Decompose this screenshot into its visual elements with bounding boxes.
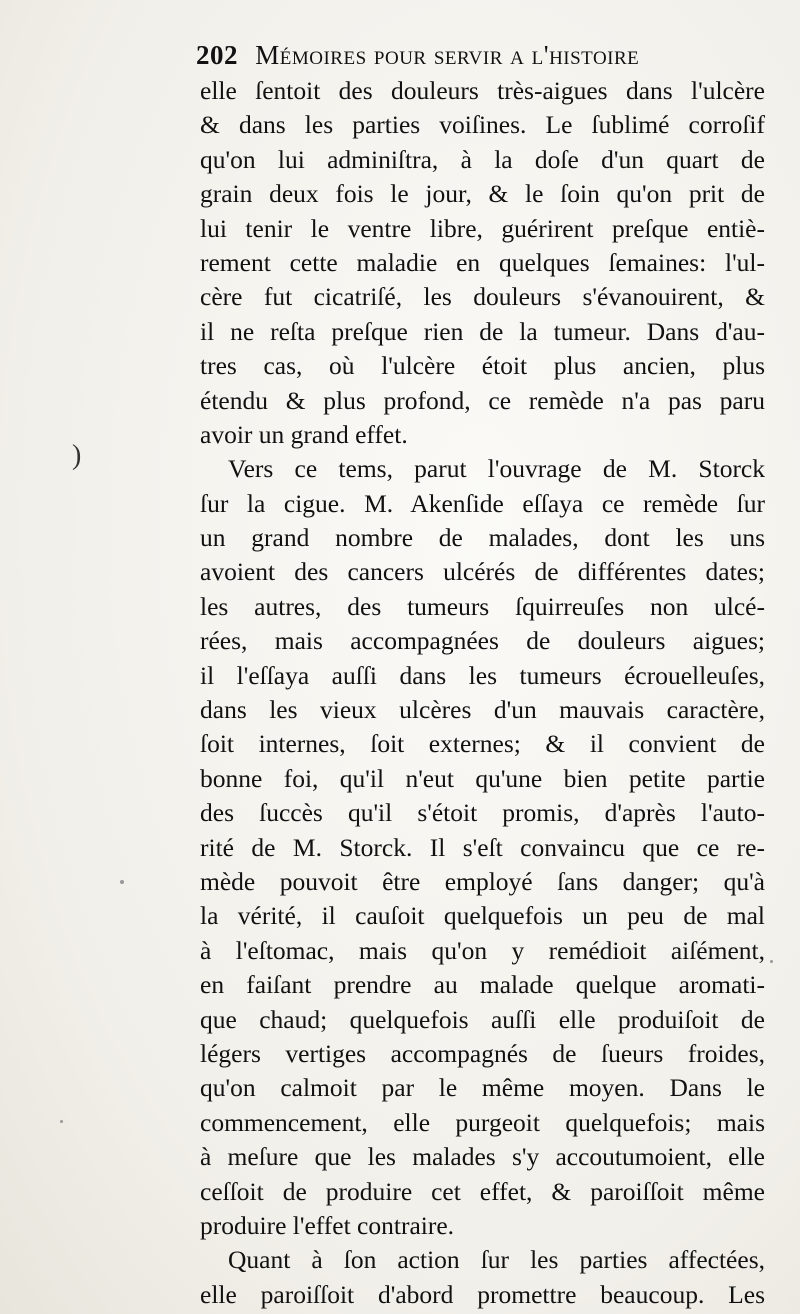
text-line: il l'eſſaya auſſi dans les tumeurs écrouelleuſes,	[200, 660, 765, 690]
text-line: tres cas, où l'ulcère étoit plus ancien, plus	[200, 351, 765, 381]
text-line: rement cette maladie en quelques ſemaines: l'ul-	[200, 247, 765, 277]
page-header	[196, 40, 776, 71]
text-line: grain deux fois le jour, & le ſoin qu'on prit de	[200, 179, 765, 209]
paragraph-start-line: Quant à ſon action ſur les parties affectées,	[228, 1245, 765, 1275]
text-line: qu'on lui adminiſtra, à la doſe d'un quart de	[200, 144, 765, 174]
paper-speck	[60, 1120, 63, 1123]
margin-mark: )	[72, 440, 82, 471]
text-line: les autres, des tumeurs ſquirreuſes non ulcé-	[200, 591, 765, 621]
text-line: ſoit internes, ſoit externes; & il convient de	[200, 729, 765, 759]
text-line: lui tenir le ventre libre, guérirent preſque entiè-	[200, 213, 765, 243]
text-line: à l'eſtomac, mais qu'on y remédioit aiſément,	[200, 935, 765, 965]
text-line: dans les vieux ulcères d'un mauvais caractère,	[200, 695, 765, 725]
text-line: rées, mais accompagnées de douleurs aigues;	[200, 626, 765, 656]
text-line: des ſuccès qu'il s'étoit promis, d'après l'auto-	[200, 798, 765, 828]
paragraph-end-line: avoir un grand effet.	[200, 419, 408, 449]
text-line: étendu & plus profond, ce remède n'a pas paru	[200, 385, 765, 415]
text-line: légers vertiges accompagnés de ſueurs froides,	[200, 1038, 765, 1068]
text-line: ſur la cigue. M. Akenſide eſſaya ce remède ſur	[200, 488, 765, 518]
text-line: que chaud; quelquefois auſſi elle produiſoit de	[200, 1004, 765, 1034]
text-line: rité de M. Storck. Il s'eſt convaincu que ce re-	[200, 832, 765, 862]
text-line: elle paroiſſoit d'abord promettre beaucoup. Les	[200, 1279, 765, 1309]
text-line: qu'on calmoit par le même moyen. Dans le	[200, 1073, 765, 1103]
text-line: avoient des cancers ulcérés de différentes dates;	[200, 557, 765, 587]
text-line: & dans les parties voiſines. Le ſublimé corroſif	[200, 110, 765, 140]
text-line: un grand nombre de malades, dont les uns	[200, 523, 765, 553]
text-line: en faiſant prendre au malade quelque aromati-	[200, 970, 765, 1000]
paper-speck	[120, 880, 124, 884]
paragraph-end-line: produire l'effet contraire.	[200, 1210, 455, 1240]
running-title: Mémoires pour servir a l'histoire	[255, 40, 640, 70]
paragraph-start-line: Vers ce tems, parut l'ouvrage de M. Storck	[228, 454, 765, 484]
page-number: 202	[196, 40, 238, 70]
text-line: bonne foi, qu'il n'eut qu'une bien petite partie	[200, 763, 765, 793]
body-text	[200, 74, 765, 1312]
text-line: la vérité, il cauſoit quelquefois un peu de mal	[200, 901, 765, 931]
text-line: il ne reſta preſque rien de la tumeur. Dans d'au-	[200, 316, 765, 346]
text-line: elle ſentoit des douleurs très-aigues dans l'ulcère	[200, 76, 765, 105]
text-line: commencement, elle purgeoit quelquefois; mais	[200, 1107, 765, 1137]
paper-speck	[770, 960, 773, 963]
text-line: ceſſoit de produire cet effet, & paroiſſoit même	[200, 1176, 765, 1206]
text-line: à meſure que les malades s'y accoutumoient, elle	[200, 1142, 765, 1172]
text-line: cère fut cicatriſé, les douleurs s'évanouirent, &	[200, 282, 765, 312]
text-line: mède pouvoit être employé ſans danger; qu'à	[200, 866, 765, 896]
